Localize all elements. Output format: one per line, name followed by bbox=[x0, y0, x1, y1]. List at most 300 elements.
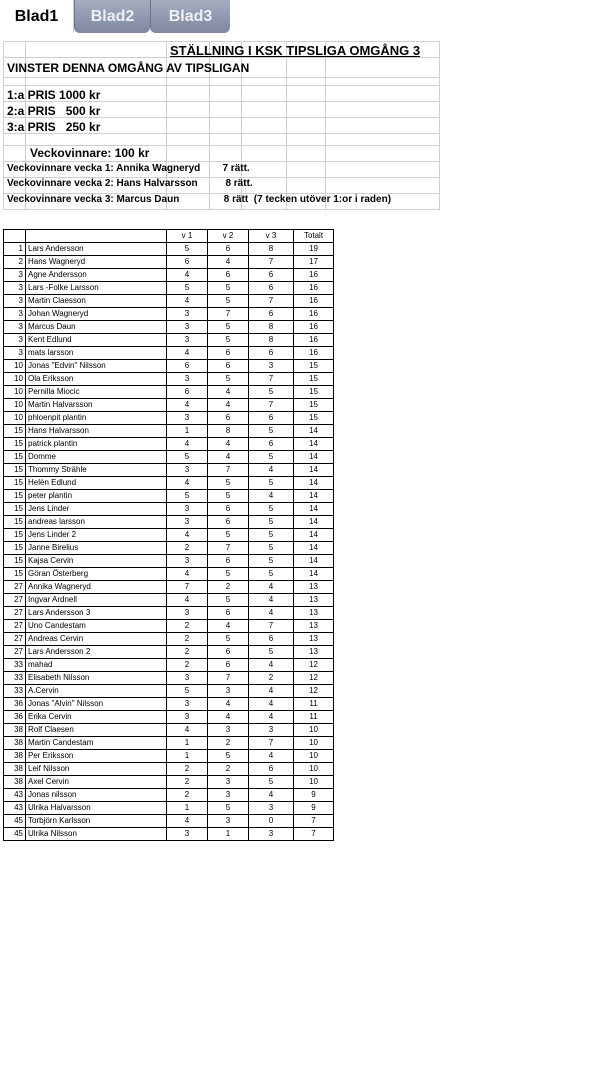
player-name-cell: Pernilla Miocic bbox=[26, 386, 167, 399]
week1-cell: 5 bbox=[167, 490, 208, 503]
week1-cell: 4 bbox=[167, 724, 208, 737]
rank-cell: 15 bbox=[4, 438, 26, 451]
total-cell: 13 bbox=[294, 594, 334, 607]
wins-heading: VINSTER DENNA OMGÅNG AV TIPSLIGAN bbox=[7, 61, 250, 75]
player-name-cell: Janne Birelius bbox=[26, 542, 167, 555]
total-cell: 14 bbox=[294, 438, 334, 451]
week1-cell: 3 bbox=[167, 373, 208, 386]
week2-cell: 5 bbox=[208, 633, 249, 646]
week3-cell: 3 bbox=[249, 360, 294, 373]
rank-cell: 27 bbox=[4, 607, 26, 620]
week2-cell: 1 bbox=[208, 828, 249, 841]
player-name-cell: patrick plantin bbox=[26, 438, 167, 451]
week1-cell: 1 bbox=[167, 750, 208, 763]
weekly-winner-prize: Veckovinnare: 100 kr bbox=[30, 146, 150, 160]
week1-cell: 4 bbox=[167, 399, 208, 412]
week1-cell: 2 bbox=[167, 789, 208, 802]
rank-cell: 15 bbox=[4, 490, 26, 503]
tab-blad1[interactable]: Blad1 bbox=[0, 0, 74, 33]
week3-cell: 7 bbox=[249, 373, 294, 386]
week3-cell: 7 bbox=[249, 620, 294, 633]
player-name-cell: Marcus Daun bbox=[26, 321, 167, 334]
table-row bbox=[4, 815, 334, 828]
week1-cell: 2 bbox=[167, 776, 208, 789]
table-row bbox=[4, 425, 334, 438]
player-name-cell: Lars Andersson 2 bbox=[26, 646, 167, 659]
rank-cell: 10 bbox=[4, 412, 26, 425]
total-cell: 7 bbox=[294, 815, 334, 828]
weekly-winner-3: Veckovinnare vecka 3: Marcus Daun 8 rätt (7 tecken utöver 1:or i raden) bbox=[7, 194, 392, 205]
rank-cell: 10 bbox=[4, 360, 26, 373]
week2-cell: 5 bbox=[208, 321, 249, 334]
rank-cell: 15 bbox=[4, 516, 26, 529]
table-row bbox=[4, 776, 334, 789]
total-cell: 14 bbox=[294, 490, 334, 503]
table-row bbox=[4, 360, 334, 373]
week1-cell: 3 bbox=[167, 334, 208, 347]
week3-cell: 6 bbox=[249, 269, 294, 282]
week2-cell: 2 bbox=[208, 581, 249, 594]
rank-cell: 15 bbox=[4, 477, 26, 490]
table-row bbox=[4, 594, 334, 607]
week1-cell: 1 bbox=[167, 737, 208, 750]
week2-cell: 4 bbox=[208, 698, 249, 711]
week2-cell: 3 bbox=[208, 776, 249, 789]
total-cell: 11 bbox=[294, 711, 334, 724]
table-row bbox=[4, 685, 334, 698]
week1-cell: 3 bbox=[167, 503, 208, 516]
player-name-cell: Jens Linder bbox=[26, 503, 167, 516]
table-row bbox=[4, 490, 334, 503]
table-row bbox=[4, 295, 334, 308]
total-header: Totalt bbox=[294, 230, 334, 243]
week3-cell: 7 bbox=[249, 399, 294, 412]
week3-cell: 3 bbox=[249, 724, 294, 737]
week1-cell: 5 bbox=[167, 282, 208, 295]
week1-cell: 4 bbox=[167, 594, 208, 607]
total-cell: 13 bbox=[294, 581, 334, 594]
week3-cell: 6 bbox=[249, 347, 294, 360]
table-row bbox=[4, 321, 334, 334]
rank-cell: 15 bbox=[4, 503, 26, 516]
week3-cell: 4 bbox=[249, 607, 294, 620]
week2-header: v 2 bbox=[208, 230, 249, 243]
prize-2: 2:a PRIS 500 kr bbox=[7, 104, 101, 118]
week3-cell: 3 bbox=[249, 828, 294, 841]
weekly-winner-2: Veckovinnare vecka 2: Hans Halvarsson 8 rätt. bbox=[7, 178, 253, 189]
week2-cell: 4 bbox=[208, 438, 249, 451]
total-cell: 10 bbox=[294, 737, 334, 750]
week1-cell: 7 bbox=[167, 581, 208, 594]
total-cell: 14 bbox=[294, 503, 334, 516]
total-cell: 16 bbox=[294, 321, 334, 334]
sheet-tab-bar bbox=[0, 0, 600, 34]
week1-cell: 1 bbox=[167, 425, 208, 438]
total-cell: 15 bbox=[294, 360, 334, 373]
rank-cell: 27 bbox=[4, 646, 26, 659]
week1-cell: 2 bbox=[167, 620, 208, 633]
player-name-cell: Elisabeth Nilsson bbox=[26, 672, 167, 685]
week1-cell: 4 bbox=[167, 477, 208, 490]
week3-cell: 7 bbox=[249, 256, 294, 269]
week1-cell: 2 bbox=[167, 542, 208, 555]
player-name-cell: Andreas Cervin bbox=[26, 633, 167, 646]
week2-cell: 5 bbox=[208, 802, 249, 815]
week3-cell: 5 bbox=[249, 425, 294, 438]
player-name-cell: Martin Halvarsson bbox=[26, 399, 167, 412]
week2-cell: 6 bbox=[208, 347, 249, 360]
total-cell: 13 bbox=[294, 646, 334, 659]
week2-cell: 5 bbox=[208, 334, 249, 347]
player-name-cell: Domme bbox=[26, 451, 167, 464]
total-cell: 12 bbox=[294, 659, 334, 672]
week3-cell: 3 bbox=[249, 802, 294, 815]
week1-cell: 4 bbox=[167, 815, 208, 828]
rank-cell: 33 bbox=[4, 672, 26, 685]
week3-cell: 7 bbox=[249, 737, 294, 750]
week3-cell: 5 bbox=[249, 555, 294, 568]
week2-cell: 6 bbox=[208, 243, 249, 256]
rank-cell: 38 bbox=[4, 763, 26, 776]
weekly-winner-1: Veckovinnare vecka 1: Annika Wagneryd 7 rätt. bbox=[7, 163, 250, 174]
total-cell: 14 bbox=[294, 516, 334, 529]
week2-cell: 6 bbox=[208, 412, 249, 425]
total-cell: 13 bbox=[294, 620, 334, 633]
week3-cell: 5 bbox=[249, 386, 294, 399]
week2-cell: 7 bbox=[208, 308, 249, 321]
player-name-cell: mats larsson bbox=[26, 347, 167, 360]
week2-cell: 6 bbox=[208, 516, 249, 529]
total-cell: 14 bbox=[294, 542, 334, 555]
table-row bbox=[4, 451, 334, 464]
rank-cell: 38 bbox=[4, 724, 26, 737]
week2-cell: 3 bbox=[208, 789, 249, 802]
rank-cell: 3 bbox=[4, 334, 26, 347]
week3-cell: 4 bbox=[249, 464, 294, 477]
week3-cell: 5 bbox=[249, 568, 294, 581]
week2-cell: 5 bbox=[208, 295, 249, 308]
week1-cell: 5 bbox=[167, 451, 208, 464]
week3-cell: 5 bbox=[249, 542, 294, 555]
sheet-title: STÄLLNING I KSK TIPSLIGA OMGÅNG 3 bbox=[170, 43, 421, 58]
week3-cell: 6 bbox=[249, 412, 294, 425]
table-row bbox=[4, 347, 334, 360]
week3-cell: 8 bbox=[249, 321, 294, 334]
total-cell: 14 bbox=[294, 555, 334, 568]
player-name-cell: phloenpit plantin bbox=[26, 412, 167, 425]
player-name-cell: Göran Österberg bbox=[26, 568, 167, 581]
week1-cell: 2 bbox=[167, 763, 208, 776]
table-row bbox=[4, 438, 334, 451]
total-cell: 11 bbox=[294, 698, 334, 711]
player-name-cell: peter plantin bbox=[26, 490, 167, 503]
table-row bbox=[4, 802, 334, 815]
week1-header: v 1 bbox=[167, 230, 208, 243]
total-cell: 13 bbox=[294, 607, 334, 620]
week2-cell: 5 bbox=[208, 594, 249, 607]
week1-cell: 3 bbox=[167, 607, 208, 620]
week2-cell: 3 bbox=[208, 815, 249, 828]
player-name-cell: Johan Wagneryd bbox=[26, 308, 167, 321]
total-cell: 16 bbox=[294, 308, 334, 321]
week3-cell: 6 bbox=[249, 763, 294, 776]
week1-cell: 4 bbox=[167, 568, 208, 581]
rank-header bbox=[4, 230, 26, 243]
week2-cell: 5 bbox=[208, 490, 249, 503]
player-name-cell: Martin Candestam bbox=[26, 737, 167, 750]
week2-cell: 7 bbox=[208, 542, 249, 555]
week3-cell: 0 bbox=[249, 815, 294, 828]
rank-cell: 43 bbox=[4, 802, 26, 815]
week3-cell: 5 bbox=[249, 516, 294, 529]
week2-cell: 2 bbox=[208, 763, 249, 776]
table-row bbox=[4, 646, 334, 659]
week1-cell: 3 bbox=[167, 828, 208, 841]
total-cell: 9 bbox=[294, 789, 334, 802]
week1-cell: 3 bbox=[167, 516, 208, 529]
table-row bbox=[4, 269, 334, 282]
table-row bbox=[4, 828, 334, 841]
total-cell: 14 bbox=[294, 529, 334, 542]
total-cell: 16 bbox=[294, 282, 334, 295]
player-name-cell: Kent Edlund bbox=[26, 334, 167, 347]
rank-cell: 15 bbox=[4, 425, 26, 438]
total-cell: 14 bbox=[294, 464, 334, 477]
week3-cell: 5 bbox=[249, 776, 294, 789]
rank-cell: 27 bbox=[4, 594, 26, 607]
player-name-cell: Agne Andersson bbox=[26, 269, 167, 282]
rank-cell: 27 bbox=[4, 633, 26, 646]
rank-cell: 15 bbox=[4, 542, 26, 555]
week1-cell: 3 bbox=[167, 698, 208, 711]
rank-cell: 3 bbox=[4, 321, 26, 334]
player-name-cell: Helèn Edlund bbox=[26, 477, 167, 490]
total-cell: 9 bbox=[294, 802, 334, 815]
table-row bbox=[4, 464, 334, 477]
week3-cell: 4 bbox=[249, 659, 294, 672]
player-name-cell: Erika Cervin bbox=[26, 711, 167, 724]
total-cell: 16 bbox=[294, 269, 334, 282]
week3-cell: 4 bbox=[249, 685, 294, 698]
rank-cell: 36 bbox=[4, 711, 26, 724]
total-cell: 13 bbox=[294, 633, 334, 646]
week2-cell: 4 bbox=[208, 256, 249, 269]
rank-cell: 33 bbox=[4, 685, 26, 698]
rank-cell: 15 bbox=[4, 464, 26, 477]
week1-cell: 3 bbox=[167, 672, 208, 685]
week3-cell: 6 bbox=[249, 633, 294, 646]
week3-cell: 7 bbox=[249, 295, 294, 308]
week3-cell: 8 bbox=[249, 334, 294, 347]
week2-cell: 2 bbox=[208, 737, 249, 750]
week1-cell: 3 bbox=[167, 321, 208, 334]
total-cell: 17 bbox=[294, 256, 334, 269]
prize-3: 3:a PRIS 250 kr bbox=[7, 120, 101, 134]
week3-cell: 2 bbox=[249, 672, 294, 685]
rank-cell: 15 bbox=[4, 529, 26, 542]
player-name-cell: Ingvar Ardnell bbox=[26, 594, 167, 607]
table-row bbox=[4, 672, 334, 685]
week3-cell: 6 bbox=[249, 308, 294, 321]
table-row bbox=[4, 763, 334, 776]
standings-table bbox=[3, 229, 334, 841]
total-cell: 15 bbox=[294, 386, 334, 399]
table-row bbox=[4, 386, 334, 399]
player-name-cell: Per Eriksson bbox=[26, 750, 167, 763]
total-cell: 19 bbox=[294, 243, 334, 256]
rank-cell: 38 bbox=[4, 737, 26, 750]
table-row bbox=[4, 542, 334, 555]
week2-cell: 5 bbox=[208, 529, 249, 542]
table-row bbox=[4, 256, 334, 269]
total-cell: 16 bbox=[294, 295, 334, 308]
table-row bbox=[4, 607, 334, 620]
rank-cell: 15 bbox=[4, 555, 26, 568]
rank-cell: 10 bbox=[4, 399, 26, 412]
standings-body bbox=[4, 243, 334, 841]
player-name-cell: Martin Claesson bbox=[26, 295, 167, 308]
rank-cell: 45 bbox=[4, 828, 26, 841]
week3-cell: 6 bbox=[249, 282, 294, 295]
table-row bbox=[4, 711, 334, 724]
week1-cell: 4 bbox=[167, 529, 208, 542]
player-name-cell: A.Cervin bbox=[26, 685, 167, 698]
week2-cell: 7 bbox=[208, 464, 249, 477]
week1-cell: 3 bbox=[167, 711, 208, 724]
tab-blad3[interactable]: Blad3 bbox=[150, 0, 230, 33]
prize-1: 1:a PRIS 1000 kr bbox=[7, 88, 101, 102]
week1-cell: 4 bbox=[167, 295, 208, 308]
week2-cell: 6 bbox=[208, 646, 249, 659]
week2-cell: 5 bbox=[208, 373, 249, 386]
week1-cell: 4 bbox=[167, 438, 208, 451]
week3-cell: 4 bbox=[249, 750, 294, 763]
week1-cell: 1 bbox=[167, 802, 208, 815]
week2-cell: 6 bbox=[208, 659, 249, 672]
total-cell: 10 bbox=[294, 724, 334, 737]
total-cell: 16 bbox=[294, 347, 334, 360]
player-name-cell: Jonas nilsson bbox=[26, 789, 167, 802]
table-row bbox=[4, 399, 334, 412]
rank-cell: 43 bbox=[4, 789, 26, 802]
week3-cell: 5 bbox=[249, 477, 294, 490]
rank-cell: 15 bbox=[4, 568, 26, 581]
player-name-cell: Ola Eriksson bbox=[26, 373, 167, 386]
table-row bbox=[4, 477, 334, 490]
table-row bbox=[4, 633, 334, 646]
week1-cell: 3 bbox=[167, 412, 208, 425]
player-name-cell: Uno Candestam bbox=[26, 620, 167, 633]
table-row bbox=[4, 581, 334, 594]
week2-cell: 5 bbox=[208, 477, 249, 490]
week3-cell: 4 bbox=[249, 594, 294, 607]
total-cell: 15 bbox=[294, 412, 334, 425]
standings-header-row bbox=[4, 230, 334, 243]
rank-cell: 3 bbox=[4, 308, 26, 321]
week3-header: v 3 bbox=[249, 230, 294, 243]
week3-cell: 5 bbox=[249, 529, 294, 542]
week1-cell: 6 bbox=[167, 360, 208, 373]
table-row bbox=[4, 620, 334, 633]
rank-cell: 38 bbox=[4, 750, 26, 763]
player-name-cell: Rolf Claesen bbox=[26, 724, 167, 737]
rank-cell: 15 bbox=[4, 451, 26, 464]
week2-cell: 6 bbox=[208, 555, 249, 568]
table-row bbox=[4, 659, 334, 672]
week3-cell: 4 bbox=[249, 490, 294, 503]
week2-cell: 3 bbox=[208, 724, 249, 737]
week2-cell: 4 bbox=[208, 386, 249, 399]
player-name-cell: Axel Cervin bbox=[26, 776, 167, 789]
week1-cell: 2 bbox=[167, 633, 208, 646]
rank-cell: 1 bbox=[4, 243, 26, 256]
week2-cell: 5 bbox=[208, 750, 249, 763]
player-name-cell: Jonas "Alvin" Nilsson bbox=[26, 698, 167, 711]
week2-cell: 7 bbox=[208, 672, 249, 685]
rank-cell: 2 bbox=[4, 256, 26, 269]
player-name-cell: Lars Andersson 3 bbox=[26, 607, 167, 620]
week1-cell: 6 bbox=[167, 256, 208, 269]
week2-cell: 5 bbox=[208, 282, 249, 295]
table-row bbox=[4, 334, 334, 347]
week3-cell: 5 bbox=[249, 503, 294, 516]
week1-cell: 5 bbox=[167, 243, 208, 256]
name-header bbox=[26, 230, 167, 243]
week3-cell: 8 bbox=[249, 243, 294, 256]
player-name-cell: Thommy Strähle bbox=[26, 464, 167, 477]
week1-cell: 4 bbox=[167, 347, 208, 360]
rank-cell: 27 bbox=[4, 620, 26, 633]
player-name-cell: Annika Wagneryd bbox=[26, 581, 167, 594]
rank-cell: 3 bbox=[4, 347, 26, 360]
table-row bbox=[4, 737, 334, 750]
total-cell: 10 bbox=[294, 776, 334, 789]
table-row bbox=[4, 724, 334, 737]
week3-cell: 4 bbox=[249, 789, 294, 802]
week2-cell: 6 bbox=[208, 360, 249, 373]
player-name-cell: Jens Linder 2 bbox=[26, 529, 167, 542]
player-name-cell: Lars -Folke Larsson bbox=[26, 282, 167, 295]
week2-cell: 6 bbox=[208, 269, 249, 282]
player-name-cell: Jonas "Edvin" Nilsson bbox=[26, 360, 167, 373]
player-name-cell: Hans Wagneryd bbox=[26, 256, 167, 269]
rank-cell: 3 bbox=[4, 282, 26, 295]
table-row bbox=[4, 750, 334, 763]
week1-cell: 3 bbox=[167, 308, 208, 321]
player-name-cell: Kajsa Cervin bbox=[26, 555, 167, 568]
rank-cell: 38 bbox=[4, 776, 26, 789]
table-row bbox=[4, 516, 334, 529]
total-cell: 15 bbox=[294, 373, 334, 386]
total-cell: 14 bbox=[294, 425, 334, 438]
week1-cell: 3 bbox=[167, 464, 208, 477]
week3-cell: 5 bbox=[249, 451, 294, 464]
table-row bbox=[4, 373, 334, 386]
player-name-cell: Leif Nilsson bbox=[26, 763, 167, 776]
week1-cell: 2 bbox=[167, 646, 208, 659]
tab-blad2[interactable]: Blad2 bbox=[74, 0, 150, 33]
player-name-cell: andreas larsson bbox=[26, 516, 167, 529]
table-row bbox=[4, 568, 334, 581]
week2-cell: 6 bbox=[208, 607, 249, 620]
week3-cell: 4 bbox=[249, 698, 294, 711]
total-cell: 10 bbox=[294, 750, 334, 763]
rank-cell: 3 bbox=[4, 295, 26, 308]
total-cell: 16 bbox=[294, 334, 334, 347]
rank-cell: 3 bbox=[4, 269, 26, 282]
total-cell: 15 bbox=[294, 399, 334, 412]
week3-cell: 4 bbox=[249, 711, 294, 724]
